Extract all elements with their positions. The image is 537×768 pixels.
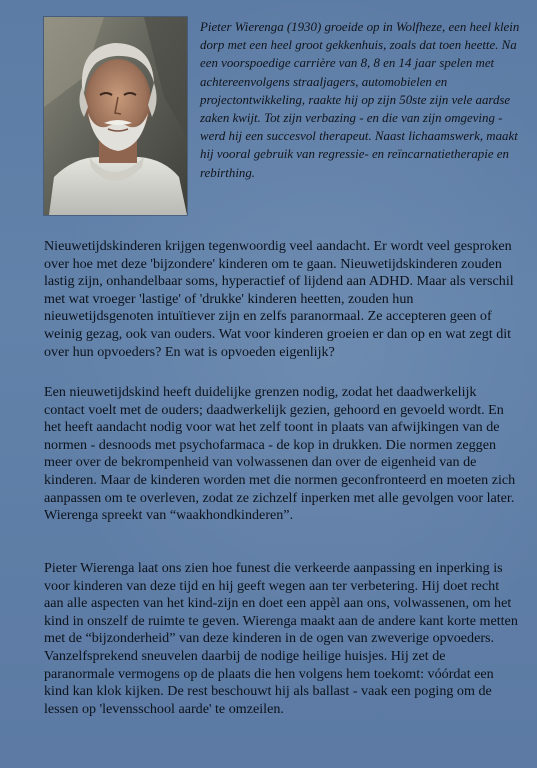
author-portrait-image	[44, 17, 187, 215]
author-photo	[44, 17, 187, 215]
paragraph-intro: Nieuwetijdskinderen krijgen tegenwoordig veel aandacht. Er wordt veel gesproken over hoe met deze 'bijzondere' kinderen om te gaan. Nieuwetijdskinderen zouden lastig zijn, onhandelbaar soms, hyperactief of lijdend aan ADHD. Maar als verschil met wat vroeger 'lastige' of 'drukke' kinderen heetten, zouden hun nieuwetijdsgenoten intuïtiever zijn en zelfs paranormaal. Ze accepteren geen of weinig gezag, ook van ouders. Wat voor kinderen groeien er dan op en wat zegt dit over hun opvoeders? En wat is opvoeden eigenlijk?	[44, 238, 514, 360]
author-bio: Pieter Wierenga (1930) groeide op in Wolfheze, een heel klein dorp met een heel groot gekkenhuis, zoals dat toen heette. Na een voorspoedige carrière van 8, 8 en 14 jaar spelen met achtereenvolgens straaljagers, automobielen en projectontwikkeling, raakte hij op zijn 50ste zijn vele aardse zaken kwijt. Tot zijn verbazing - en die van zijn omgeving - werd hij een succesvol therapeut. Naast lichaamswerk, maakt hij vooral gebruik van regressie- en reïncarnatietherapie en rebirthing.	[200, 20, 520, 180]
paragraph-approach: Pieter Wierenga laat ons zien hoe funest die verkeerde aanpassing en inperking is voor kinderen van deze tijd en hij geeft wegen aan ter verbetering. Hij doet recht aan alle aspecten van het kind-zijn en doet een appèl aan ons, volwassenen, om het kind in onszelf de ruimte te geven. Wierenga maakt aan de andere kant korte metten met de “bijzonderheid” van deze kinderen in de ogen van zweverige opvoeders. Vanzelfsprekend sneuvelen daarbij de nodige heilige huisjes. Hij zet de paranormale vermogens op de plaats die hen volgens hem toekomt: vóórdat een kind kan klok kijken. De rest beschouwt hij als ballast - vaak een poging om de lessen op 'levensschool aarde' te omzeilen.	[44, 560, 518, 717]
paragraph-boundaries: Een nieuwetijdskind heeft duidelijke grenzen nodig, zodat het daadwerkelijk contact voelt met de ouders; daadwerkelijk gezien, gehoord en gevoeld wordt. En het heeft aandacht nodig voor wat het zelf toont in plaats van afwijkingen van de normen - desnoods met psychofarmaca - de kop in drukken. Die normen zeggen meer over de bekrompenheid van volwassenen dan over de eigenheid van de kinderen. Maar de kinderen worden met die normen geconfronteerd en moeten zich aanpassen om te overleven, zodat ze zichzelf inperken met alle gevolgen voor later. Wierenga spreekt van “waakhondkinderen”.	[44, 384, 516, 524]
